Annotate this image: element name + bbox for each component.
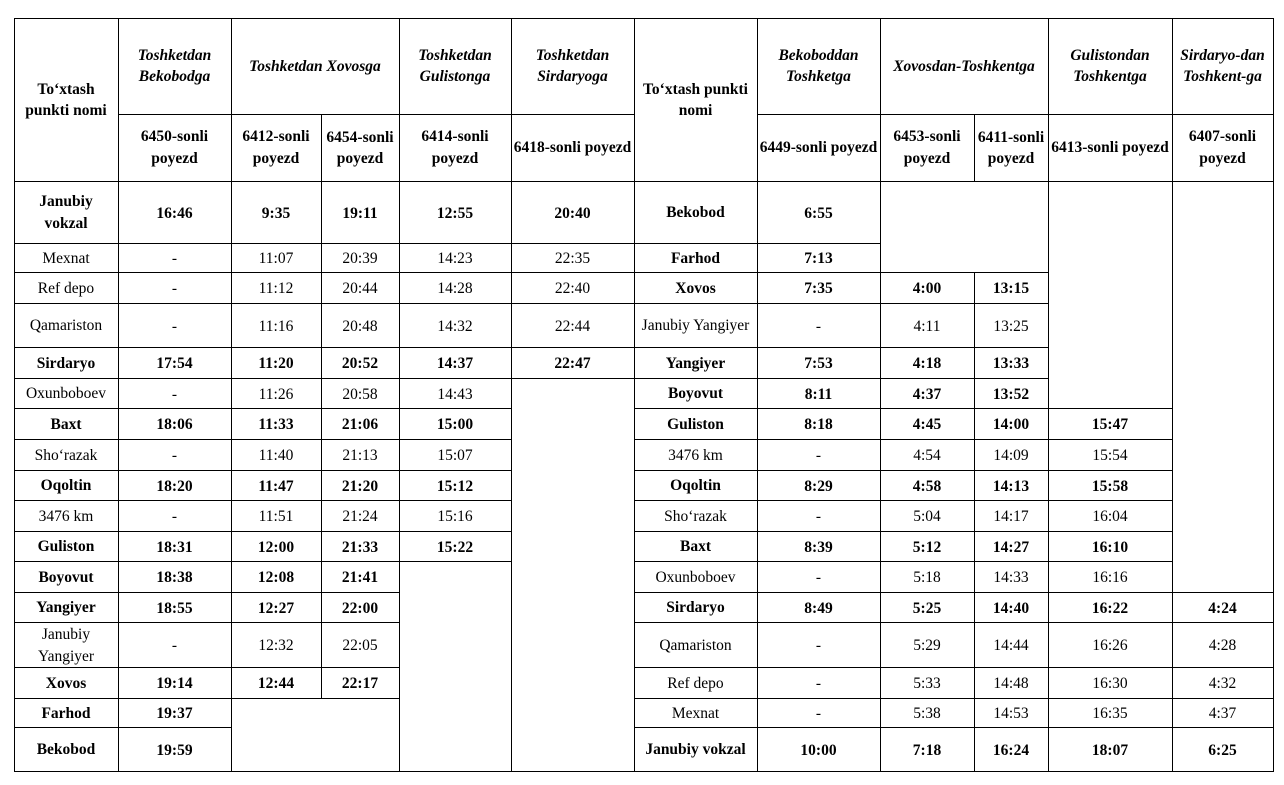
time-cell: 5:12 (912, 538, 942, 556)
route-title: Bekoboddan Toshketga (778, 47, 859, 85)
time-cell: 15:54 (1092, 447, 1128, 464)
grid-line (118, 114, 635, 115)
train-number: 6413-sonli poyezd (1051, 139, 1169, 156)
time-cell: 18:38 (156, 569, 193, 586)
time-cell: 4:24 (1208, 599, 1237, 617)
grid-line (14, 272, 635, 273)
stop-name: 3476 km (38, 507, 94, 525)
grid-line (1048, 18, 1049, 772)
grid-line (634, 18, 635, 772)
grid-line (511, 18, 512, 772)
time-cell: 14:32 (437, 317, 473, 335)
time-cell: 22:47 (554, 355, 591, 372)
grid-line (1172, 592, 1274, 593)
grid-line (1172, 18, 1173, 772)
time-cell: 14:28 (437, 280, 473, 297)
time-cell: 22:17 (341, 675, 379, 692)
time-cell: 4:28 (1208, 637, 1237, 654)
grid-line (14, 408, 512, 409)
time-cell: 14:17 (993, 508, 1029, 525)
time-cell: 15:00 (436, 416, 474, 433)
grid-line (634, 698, 1274, 699)
time-cell: 8:49 (804, 599, 833, 617)
time-cell: 22:40 (554, 280, 591, 297)
grid-line (634, 592, 1173, 593)
train-number: 6450-sonli poyezd (140, 128, 209, 167)
time-cell: 20:44 (342, 280, 378, 297)
time-cell: 7:18 (912, 741, 942, 759)
grid-line (634, 243, 881, 244)
time-cell: 11:51 (258, 508, 294, 525)
time-cell: 4:37 (1208, 705, 1237, 722)
time-cell: 13:52 (992, 385, 1030, 403)
time-cell: 20:39 (342, 250, 378, 267)
time-cell: 16:26 (1092, 637, 1128, 654)
train-number: 6412-sonli poyezd (242, 128, 310, 167)
no-stop-dash: - (171, 447, 178, 464)
time-cell: 11:16 (258, 317, 294, 335)
route-title: Gulistondan Toshkentga (1070, 47, 1150, 85)
time-cell: 4:58 (912, 477, 942, 495)
time-cell: 12:00 (257, 538, 295, 556)
time-cell: 19:14 (156, 675, 193, 692)
stop-name-right: Ref depo (667, 674, 724, 692)
time-cell: 11:20 (258, 355, 294, 372)
stop-name: Sirdaryo (36, 354, 96, 372)
time-cell: 16:35 (1092, 705, 1128, 722)
time-cell: 14:37 (436, 355, 474, 372)
grid-line (974, 114, 975, 182)
grid-line (634, 531, 1173, 532)
stop-name: Oqoltin (40, 477, 92, 494)
time-cell: 19:11 (342, 204, 378, 222)
time-cell: 19:37 (156, 705, 193, 722)
time-cell: 20:52 (341, 355, 379, 372)
time-cell: 20:48 (342, 317, 378, 335)
time-cell: 18:06 (156, 416, 193, 433)
grid-line (634, 439, 1173, 440)
grid-line (634, 408, 1049, 409)
grid-line (14, 378, 635, 379)
no-stop-dash: - (815, 637, 822, 654)
time-cell: 14:00 (992, 416, 1030, 433)
stop-name: Qamariston (29, 317, 103, 334)
time-cell: 21:33 (341, 538, 379, 556)
time-cell: 14:23 (437, 250, 473, 267)
time-cell: 8:29 (804, 477, 833, 495)
time-cell: 5:38 (913, 705, 941, 722)
time-cell: 5:18 (913, 569, 941, 586)
time-cell: 18:07 (1091, 741, 1129, 759)
time-cell: 7:53 (804, 355, 833, 372)
train-number: 6449-sonli poyezd (759, 139, 878, 156)
stop-name: Guliston (37, 538, 95, 555)
time-cell: 4:11 (913, 317, 941, 335)
time-cell: 16:24 (992, 741, 1030, 759)
time-cell: 21:24 (342, 508, 378, 525)
time-cell: 6:55 (804, 204, 833, 222)
time-cell: 11:33 (258, 416, 294, 433)
grid-line (14, 18, 1274, 19)
time-cell: 20:40 (554, 204, 591, 222)
no-stop-dash: - (171, 508, 178, 525)
time-cell: 8:39 (804, 538, 833, 556)
time-cell: 5:04 (913, 508, 941, 525)
time-cell: 8:18 (804, 416, 833, 433)
time-cell: 21:06 (341, 416, 379, 433)
time-cell: 16:30 (1092, 675, 1128, 692)
time-cell: 14:27 (992, 538, 1030, 556)
time-cell: 14:53 (993, 705, 1029, 722)
time-cell: 14:40 (992, 599, 1030, 617)
time-cell: 13:25 (993, 317, 1029, 335)
no-stop-dash: - (171, 317, 178, 335)
no-stop-dash: - (815, 508, 822, 525)
grid-line (1048, 408, 1173, 409)
stop-name-right: Qamariston (659, 636, 732, 654)
time-cell: 12:27 (257, 599, 295, 617)
grid-line (634, 622, 1274, 623)
time-cell: 11:47 (258, 477, 294, 495)
time-cell: 20:58 (342, 385, 378, 403)
time-cell: 14:48 (993, 675, 1029, 692)
no-stop-dash: - (815, 447, 822, 464)
time-cell: 22:00 (341, 599, 379, 617)
no-stop-dash: - (171, 280, 178, 297)
stop-name: Ref depo (37, 279, 95, 297)
time-cell: 18:31 (156, 538, 193, 556)
stop-name: Xovos (45, 674, 87, 692)
route-title: Xovosdan-Toshkentga (893, 57, 1035, 75)
grid-line (14, 243, 635, 244)
stop-name: Janubiy vokzal (39, 193, 93, 232)
stop-name-right: Farhod (670, 249, 721, 267)
time-cell: 18:20 (156, 477, 193, 495)
grid-line (14, 561, 512, 562)
time-cell: 16:04 (1092, 508, 1128, 525)
grid-line (14, 531, 512, 532)
grid-line (14, 727, 232, 728)
time-cell: 21:13 (342, 447, 378, 464)
grid-line (634, 347, 1049, 348)
stop-name: Boyovut (38, 568, 94, 586)
time-cell: 4:18 (912, 355, 942, 372)
time-cell: 5:29 (913, 637, 941, 654)
grid-line (634, 667, 1274, 668)
time-cell: 16:16 (1092, 569, 1128, 586)
time-cell: 6:25 (1208, 741, 1237, 759)
grid-line (14, 439, 512, 440)
stop-name-right: Mexnat (671, 704, 720, 722)
stop-name-right: Yangiyer (665, 354, 726, 372)
route-title: Toshketdan Sirdaryoga (535, 47, 610, 85)
time-cell: 4:32 (1208, 675, 1237, 692)
grid-line (634, 500, 1173, 501)
grid-line (14, 347, 635, 348)
time-cell: 14:43 (437, 385, 473, 403)
time-cell: 14:44 (993, 637, 1029, 654)
grid-line (634, 272, 881, 273)
stop-name: Yangiyer (36, 599, 96, 616)
time-cell: 14:33 (993, 569, 1029, 586)
time-cell: 14:09 (993, 447, 1029, 464)
no-stop-dash: - (171, 250, 178, 267)
time-cell: 12:44 (257, 675, 295, 692)
grid-line (634, 561, 1173, 562)
stop-name-right: Oqoltin (670, 477, 721, 494)
stop-name: Oxunboboev (25, 385, 107, 402)
time-cell: 22:35 (554, 250, 591, 267)
time-cell: 19:59 (156, 741, 193, 759)
time-cell: 11:40 (258, 447, 294, 464)
route-title: Sirdaryo-dan Toshkent-ga (1180, 47, 1265, 85)
no-stop-dash: - (815, 675, 822, 692)
time-cell: 13:33 (992, 355, 1030, 372)
time-cell: 7:35 (804, 280, 833, 297)
train-number: 6414-sonli poyezd (421, 128, 489, 167)
time-cell: 4:54 (913, 447, 941, 464)
grid-line (14, 303, 635, 304)
train-number: 6407-sonli poyezd (1188, 128, 1257, 167)
stop-name-right: Janubiy vokzal (645, 741, 746, 758)
route-title: Toshketdan Bekobodga (137, 47, 212, 85)
time-cell: 12:55 (436, 204, 474, 222)
no-stop-dash: - (815, 705, 822, 722)
time-cell: 15:47 (1091, 416, 1129, 433)
route-title: Toshketdan Gulistonga (418, 47, 492, 85)
grid-line (1273, 18, 1274, 772)
route-title: Toshketdan Xovosga (249, 57, 381, 75)
time-cell: 9:35 (261, 204, 291, 222)
train-number: 6454-sonli poyezd (326, 129, 394, 167)
time-cell: 10:00 (800, 741, 837, 759)
time-cell: 22:44 (554, 317, 591, 335)
time-cell: 11:12 (258, 280, 294, 297)
stop-name: Sho‘razak (34, 446, 98, 464)
time-cell: 12:08 (257, 569, 295, 586)
stop-name: Janubiy Yangiyer (37, 625, 95, 665)
time-cell: 8:11 (804, 385, 833, 403)
grid-line (634, 727, 1274, 728)
stop-header-right: To‘xtash punkti nomi (643, 81, 748, 119)
time-cell: 7:13 (804, 250, 833, 267)
time-cell: 13:15 (992, 280, 1030, 297)
no-stop-dash: - (171, 637, 178, 654)
time-cell: 16:22 (1091, 599, 1129, 617)
grid-line (14, 771, 1274, 772)
grid-line (14, 500, 512, 501)
time-cell: 14:13 (992, 477, 1030, 495)
train-number: 6411-sonli poyezd (977, 129, 1045, 167)
grid-line (14, 698, 400, 699)
time-cell: 16:46 (156, 204, 193, 222)
stop-name-right: 3476 km (668, 446, 723, 464)
time-cell: 15:22 (436, 538, 474, 556)
stop-name-right: Bekobod (666, 204, 725, 221)
no-stop-dash: - (815, 317, 822, 335)
grid-line (14, 18, 15, 772)
time-cell: 18:55 (156, 599, 193, 617)
time-cell: 15:58 (1091, 477, 1129, 495)
stop-name-right: Sirdaryo (666, 599, 725, 616)
grid-line (757, 114, 1274, 115)
stop-header: To‘xtash punkti nomi (25, 81, 107, 119)
stop-name: Baxt (50, 415, 82, 433)
grid-line (634, 303, 1049, 304)
no-stop-dash: - (171, 385, 178, 403)
stop-name-right: Janubiy Yangiyer (641, 317, 750, 334)
stop-name: Farhod (41, 704, 91, 722)
stop-name-right: Xovos (675, 279, 716, 297)
time-cell: 15:12 (436, 477, 474, 495)
grid-line (14, 470, 512, 471)
no-stop-dash: - (815, 569, 822, 586)
grid-line (634, 378, 1049, 379)
time-cell: 5:33 (913, 675, 941, 692)
time-cell: 15:16 (437, 508, 473, 525)
stop-name: Bekobod (36, 741, 96, 758)
stop-name: Mexnat (42, 249, 90, 267)
time-cell: 12:32 (258, 637, 294, 654)
time-cell: 5:25 (912, 599, 942, 617)
time-cell: 11:07 (258, 250, 294, 267)
stop-name-right: Boyovut (667, 385, 724, 402)
time-cell: 16:10 (1091, 538, 1129, 556)
time-cell: 21:20 (341, 477, 379, 495)
stop-name-right: Baxt (680, 538, 711, 555)
time-cell: 21:41 (341, 569, 379, 586)
time-cell: 22:05 (342, 637, 378, 654)
stop-name-right: Guliston (667, 415, 724, 433)
grid-line (14, 592, 400, 593)
train-number: 6418-sonli poyezd (513, 139, 632, 156)
time-cell: 15:07 (437, 447, 473, 464)
grid-line (880, 272, 1049, 273)
time-cell: 4:00 (912, 280, 942, 297)
stop-name-right: Sho‘razak (664, 507, 727, 525)
grid-line (634, 470, 1173, 471)
grid-line (14, 181, 1274, 182)
time-cell: 17:54 (156, 355, 193, 372)
stop-name-right: Oxunboboev (655, 568, 736, 586)
time-cell: 4:37 (912, 385, 942, 403)
train-number: 6453-sonli poyezd (893, 128, 961, 167)
time-cell: 11:26 (258, 385, 294, 403)
time-cell: 4:45 (912, 416, 942, 433)
